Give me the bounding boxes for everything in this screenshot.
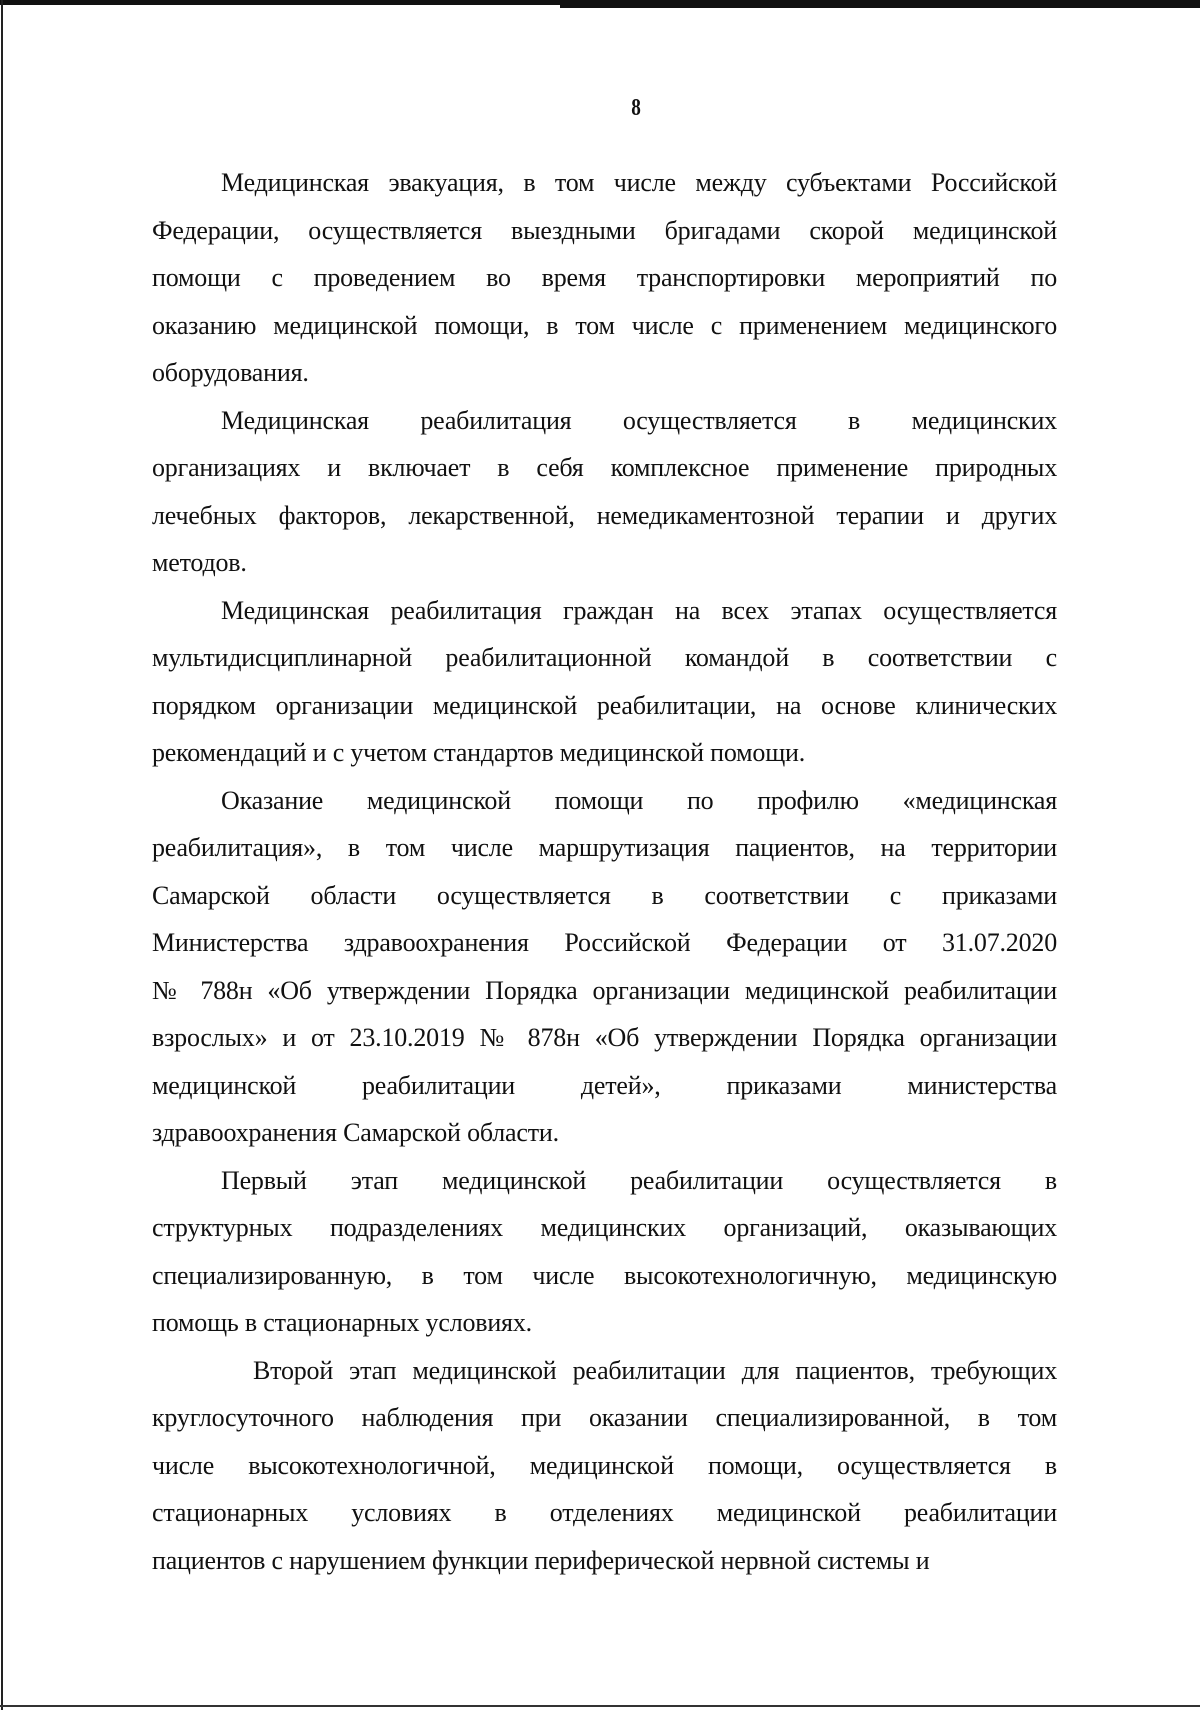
text-line: оборудования.	[152, 358, 309, 387]
text-line: числе высокотехнологичной, медицинской помощи, осуществляется в	[152, 1450, 1057, 1480]
text-line: Второй этап медицинской реабилитации для пациентов, требующих	[253, 1355, 1057, 1385]
text-line: Федерации, осуществляется выездными бригадами скорой медицинской	[152, 215, 1057, 245]
text-line: лечебных факторов, лекарственной, немедикаментозной терапии и других	[152, 500, 1057, 530]
text-line: реабилитация», в том числе маршрутизация пациентов, на территории	[152, 833, 1057, 862]
text-line: помощи с проведением во время транспортировки мероприятий по	[152, 263, 1057, 292]
text-line: помощь в стационарных условиях.	[152, 1308, 532, 1337]
text-line: круглосуточного наблюдения при оказании специализированной, в том	[152, 1403, 1057, 1432]
text-line: Медицинская эвакуация, в том числе между субъектами Российской	[221, 168, 1057, 197]
text-line: стационарных условиях в отделениях медицинской реабилитации	[152, 1498, 1057, 1527]
text-line: пациентов с нарушением функции периферической нервной системы и	[152, 1545, 930, 1575]
text-line: Медицинская реабилитация осуществляется в медицинских	[221, 405, 1057, 435]
text-line: здравоохранения Самарской области.	[152, 1118, 559, 1147]
text-line: организациях и включает в себя комплексное применение природных	[152, 453, 1057, 482]
scan-border-left	[1, 0, 3, 1710]
text-line: мультидисциплинарной реабилитационной командой в соответствии с	[152, 643, 1057, 672]
text-line: методов.	[152, 548, 247, 577]
page-number: 8	[631, 95, 641, 121]
text-line: Министерства здравоохранения Российской Федерации от 31.07.2020	[152, 928, 1057, 957]
text-line: рекомендаций и с учетом стандартов медицинской помощи.	[152, 738, 806, 767]
text-line: специализированную, в том числе высокотехнологичную, медицинскую	[152, 1260, 1057, 1290]
text-line: порядком организации медицинской реабилитации, на основе клинических	[152, 690, 1057, 720]
text-line: структурных подразделениях медицинских организаций, оказывающих	[152, 1213, 1057, 1242]
text-line: медицинской реабилитации детей», приказами министерства	[152, 1070, 1057, 1100]
text-line: взрослых» и от 23.10.2019 № 878н «Об утверждении Порядка организации	[152, 1023, 1057, 1052]
text-line: Оказание медицинской помощи по профилю «медицинская	[221, 785, 1057, 815]
text-line: Самарской области осуществляется в соответствии с приказами	[152, 880, 1057, 910]
scan-border-bottom	[0, 1705, 1200, 1707]
text-line: Первый этап медицинской реабилитации осуществляется в	[221, 1165, 1057, 1195]
text-line: № 788н «Об утверждении Порядка организации медицинской реабилитации	[152, 975, 1057, 1005]
text-line: Медицинская реабилитация граждан на всех этапах осуществляется	[221, 595, 1057, 625]
scan-border-top-thick	[560, 0, 1200, 8]
text-line: оказанию медицинской помощи, в том числе с применением медицинского	[152, 310, 1057, 340]
